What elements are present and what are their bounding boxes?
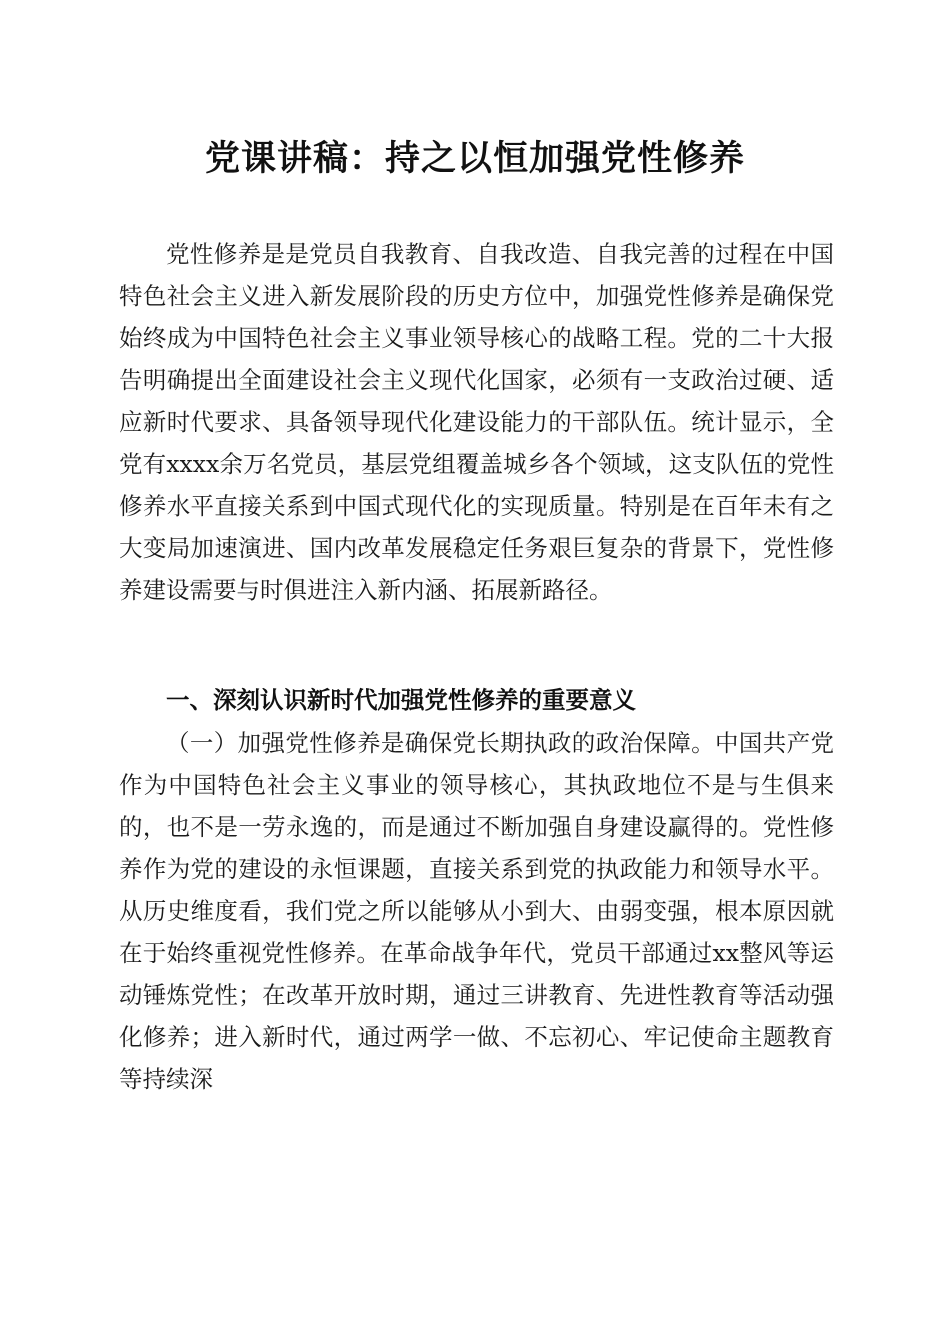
document-title: 党课讲稿：持之以恒加强党性修养 xyxy=(204,138,745,179)
intro-paragraph: 党性修养是是党员自我教育、自我改造、自我完善的过程在中国特色社会主义进入新发展阶段的历史方位中，加强党性修养是确保党始终成为中国特色社会主义事业领导核心的战略工程。党的二十大报告明确提出全面建设社会主义现代化国家，必须有一支政治过硬、适应新时代要求、具备领导现代化建设能力的干部队伍。统计显示，全党有xxxx余万名党员，基层党组覆盖城乡各个领域，这支队伍的党性修养水平直接关系到中国式现代化的实现质量。特别是在百年未有之大变局加速演进、国内改革发展稳定任务艰巨复杂的背景下，党性修养建设需要与时俱进注入新内涵、拓展新路径。 xyxy=(119,240,834,604)
section-heading: 一、深刻认识新时代加强党性修养的重要意义 xyxy=(166,686,636,714)
section-paragraph: （一）加强党性修养是确保党长期执政的政治保障。中国共产党作为中国特色社会主义事业的领导核心，其执政地位不是与生俱来的，也不是一劳永逸的，而是通过不断加强自身建设赢得的。党性修养作为党的建设的永恒课题，直接关系到党的执政能力和领导水平。从历史维度看，我们党之所以能够从小到大、由弱变强，根本原因就在于始终重视党性修养。在革命战争年代，党员干部通过xx整风等运动锤炼党性；在改革开放时期，通过三讲教育、先进性教育等活动强化修养；进入新时代，通过两学一做、不忘初心、牢记使命主题教育等持续深 xyxy=(119,729,834,1093)
